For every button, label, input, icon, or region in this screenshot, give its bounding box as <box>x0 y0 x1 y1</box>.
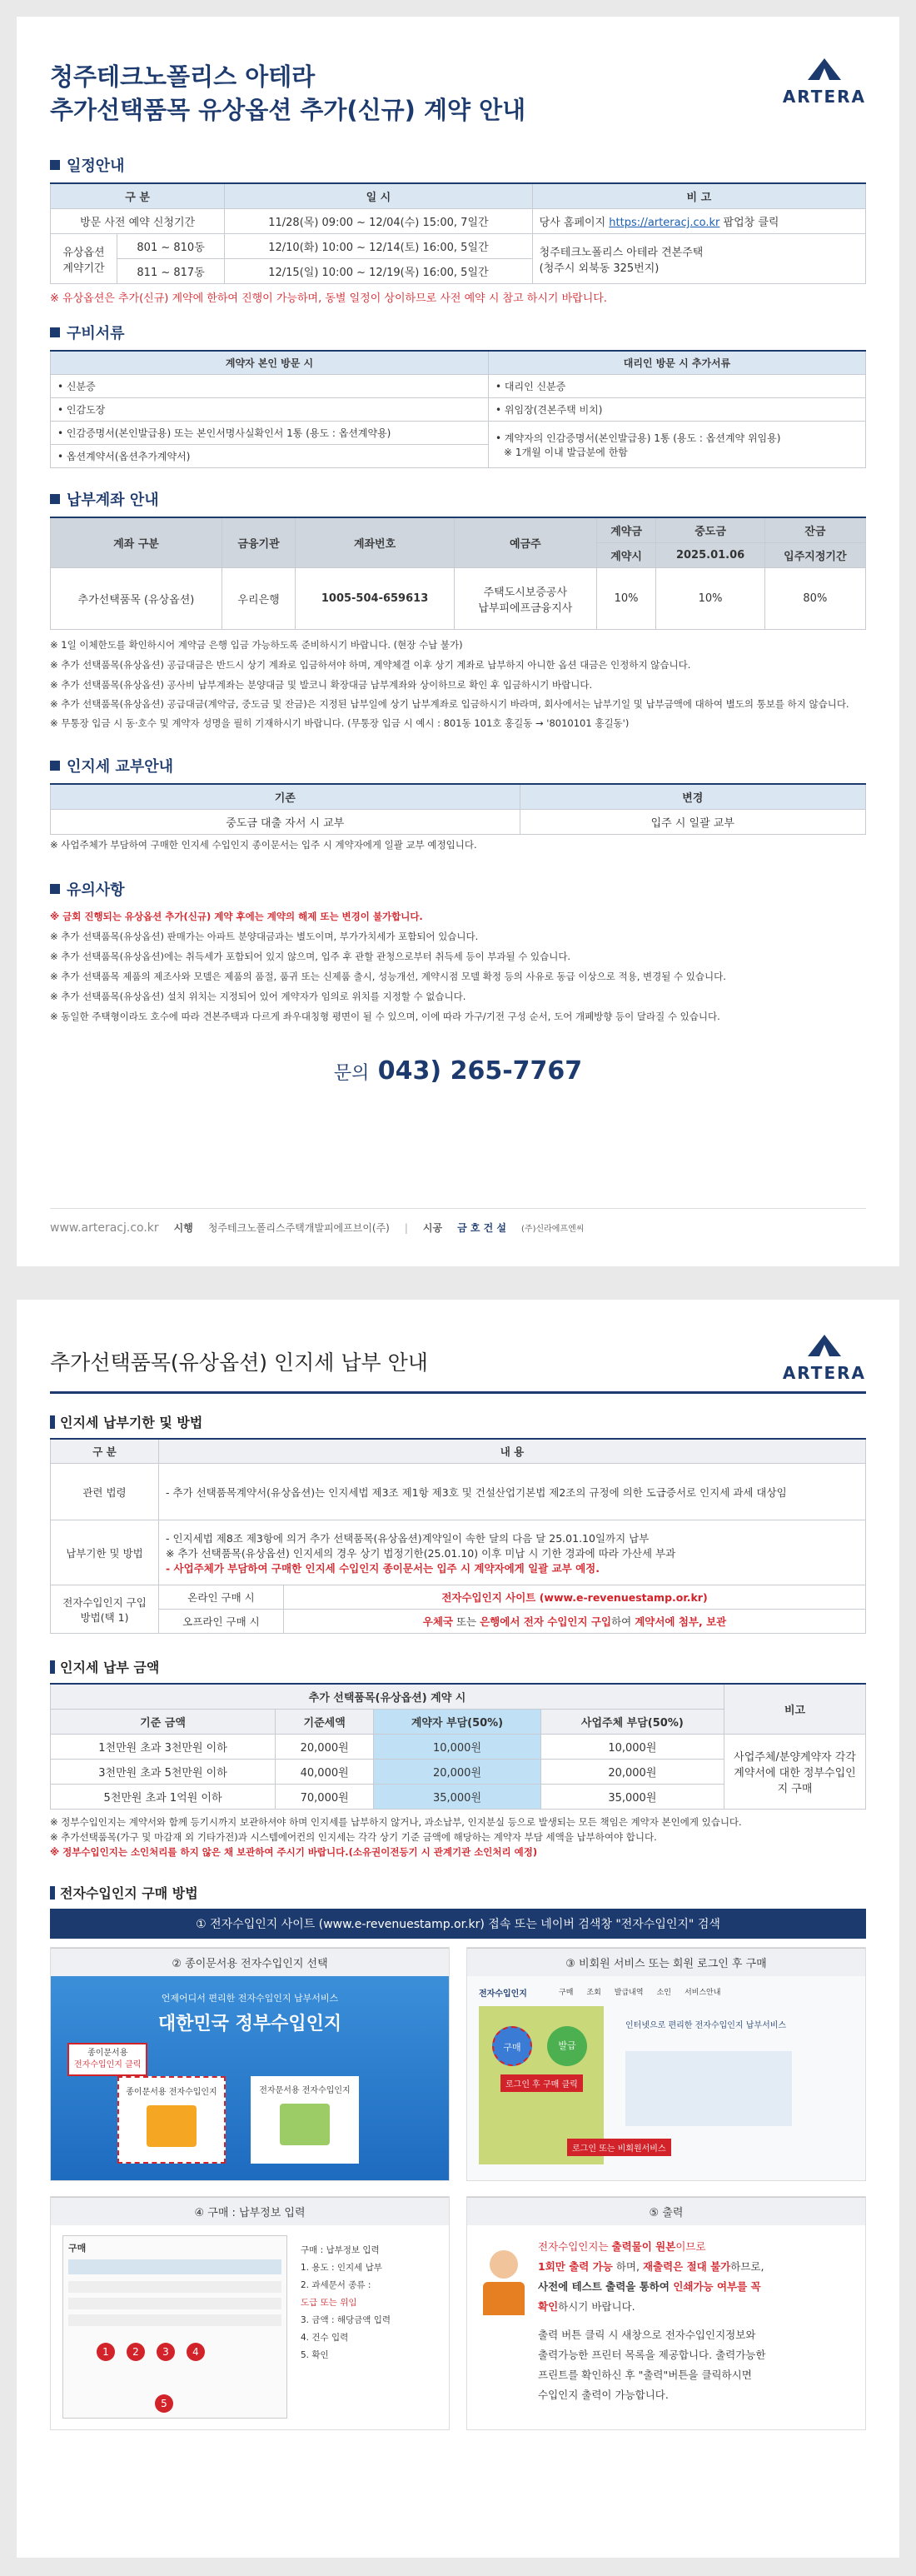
docs-table: 계약자 본인 방문 시 대리인 방문 시 추가서류 • 신분증 • 대리인 신분증 • 인감도장 • 위임장(견본주택 비치) • 인감증명서(본인발급용) 또는 본인서명사실확인서 1통 (용도 : 옵션계약용) • 계약자의 인감증명서(본인발급용) 1통 (용도 : 옵션계약 위임용) ※ 1개월 이내 발급분에 한함 • 옵션계약서(옵션추가계약서) <box>50 350 866 468</box>
guide-heading: 전자수입인지 구매 방법 <box>50 1883 866 1902</box>
guest-login-label: 로그인 또는 비회원서비스 <box>567 2139 671 2156</box>
notice-page-1: 청주테크노폴리스 아테라 추가선택품목 유상옵션 추가(신규) 계약 안내 ARTERA 일정안내 구 분 일 시 비 고 방문 사전 예약 신청기간 11/28(목) 09:00 ~ 12/04(수) 15:00, 7일간 당사 홈페이지 https://arteracj.co.kr 팝업창 클릭 유상옵션 계약기간 801 ~ 810동 12/10(화) 10:00 ~ 12/14(토) 16:00, 5일간 청주테크노폴리스 아테라 견본주택 (청주시 외북동 325번지) 811 ~ 817동 12/15(일) 10:00 ~ 12/19(목) 16:00, 5일간 ※ 유상옵션은 추가(신규) 계약에 한하여 진행이 가능하며, 동별 일정이 상이하므로 사전 예약 시 참고 하시기 바랍니다. 구비서류 계약자 본인 방문 시 대리인 방문 시 추가서류 • 신분증 • 대리인 신분증 • 인감도장 • 위임장(견본주택 비치) • 인감증명서(본인발급용) 또는 본인서명사실확인서 1통 (용도 : 옵션계약용) • 계약자의 인감증명서(본인발급용) 1통 (용도 : 옵션계약 위임용) ※ 1개월 이내 발급분에 한함 • 옵션계약서(옵션추가계약서) 납부계좌 안내 계좌 구분 금융기관 계좌번호 예금주 계약금 중도금 잔금 계약시 2025.01.06 입주지정기간 추가선택품목 (유상옵션) 우리은행 1005-504-659613 주택도시보증공사 납부피에프금융지사 10% 10% 80% ※ 1일 이체한도를 확인하시어 계약금 은행 입금 가능하도록 준비하시기 바랍니다. (현장 수납 불가) ※ 추가 선택품목(유상옵션) 공급대금은 반드시 상기 계좌로 입금하셔야 하며, 계약체결 이후 상기 계좌로 납부하지 아니한 옵션 대금은 인정하지 않습니다. ※ 추가 선택품목(유상옵션) 공사비 납부계좌는 분양대금 및 발코니 확장대금 납부계좌와 상이하므로 확인 후 입금하시기 바랍니다. ※ 추가 선택품목(유상옵션) 공급대금(계약금, 중도금 및 잔금)은 지정된 납부일에 상기 납부계좌로 입금하시기 바라며, 회사에서는 납부기일 및 납부금액에 대하여 별도의 통보를 하지 않습니다. ※ 무통장 입금 시 동·호수 및 계약자 성명을 필히 기재하시기 바랍니다. (무통장 입금 시 예시 : 801동 101호 홍길동 → '8010101 홍길동') 인지세 교부안내 기존 변경 중도금 대출 자서 시 교부 입주 시 일괄 교부 ※ 사업주체가 부담하여 구매한 인지세 수입인지 종이문서는 입주 시 계약자에게 일괄 교부 예정입니다. 유의사항 ※ 금회 진행되는 유상옵션 추가(신규) 계약 후에는 계약의 해제 또는 변경이 불가합니다. ※ 추가 선택품목(유상옵션) 판매가는 아파트 분양대금과는 별도이며, 부가가치세가 포함되어 있습니다. ※ 추가 선택품목(유상옵션)에는 취득세가 포함되어 있지 않으며, 입주 후 관할 관청으로부터 취득세 등이 부과될 수 있습니다. ※ 추가 선택품목 제품의 제조사와 모델은 제품의 품절, 품귀 또는 신제품 출시, 성능개선, 계약시점 모델 확정 등의 사유로 동급 이상으로 적용, 변경될 수 있습니다. ※ 추가 선택품목(유상옵션) 설치 위치는 지정되어 있어 계약자가 임의로 위치를 지정할 수 없습니다. ※ 동일한 주택형이라도 호수에 따라 견본주택과 다르게 좌우대칭형 평면이 될 수 있으며, 이에 따라 가구/기전 구성 순서, 도어 개폐방향 등이 달라질 수 있습니다. 문의 043) 265-7767 www.arteracj.co.kr 시행 청주테크노폴리스주택개발피에프브이(주) | 시공 금 호 건 설 (주)신라에프엔씨 <box>17 17 899 1266</box>
docs-heading: 구비서류 <box>50 322 866 343</box>
schedule-footnote: ※ 유상옵션은 추가(신규) 계약에 한하여 진행이 가능하며, 동별 일정이 상이하므로 사전 예약 시 참고 하시기 바랍니다. <box>50 292 607 305</box>
method-table: 구 분 내 용 관련 법령 - 추가 선택품목계약서(유상옵션)는 인지세법 제3조 제1항 제3호 및 건설산업기본법 제2조의 규정에 의한 도급증서로 인지세 과세 대상임 납부기한 및 방법 - 인지세법 제8조 제3항에 의거 추가 선택품목(유상옵션)계약일이 속한 달의 다음 달 25.01.10일까지 납부 ※ 추가 선택품목(유상옵션) 인지세의 경우 상기 법정기한(25.01.10) 이후 미납 시 기한 경과에 따라 가산세 부과 - 사업주체가 부담하여 구매한 인지세 수입인지 종이문서는 입주 시 계약자에게 일괄 교부 예정. 전자수입인지 구입 방법(택 1) 온라인 구매 시 전자수입인지 사이트 (www.e-revenuestamp.or.kr) 오프라인 구매 시 우체국 또는 은행에서 전자 수입인지 구입하여 계약서에 첨부, 보관 <box>50 1438 866 1634</box>
account-number: 1005-504-659613 <box>296 568 455 630</box>
schedule-heading: 일정안내 <box>50 154 866 176</box>
guide-step-5: ⑤ 출력 전자수입인지는 출력물이 원본이므로 1회만 출력 가능 하며, 재출력은 절대 불가하므로, 사전에 테스트 출력을 통하여 인쇄가능 여부를 꼭 확인하시기 바랍니다. 출력 버튼 클릭 시 새창으로 전자수입인지정보와 출력가능한 프린터 목록을 제공합니다. 출력가능한 프린트를 확인하신 후 "출력"버튼을 클릭하시면 수입인지 출력이 가능합니다. <box>466 2196 866 2430</box>
schedule-table: 구 분 일 시 비 고 방문 사전 예약 신청기간 11/28(목) 09:00 ~ 12/04(수) 15:00, 7일간 당사 홈페이지 https://arteracj.co.kr 팝업창 클릭 유상옵션 계약기간 801 ~ 810동 12/10(화) 10:00 ~ 12/14(토) 16:00, 5일간 청주테크노폴리스 아테라 견본주택 (청주시 외북동 325번지) 811 ~ 817동 12/15(일) 10:00 ~ 12/19(목) 16:00, 5일간 <box>50 182 866 284</box>
amount-notes: ※ 정부수입인지는 계약서와 함께 등기시까지 보관하셔야 하며 인지세를 납부하지 않거나, 과소납부, 인지분실 등으로 발생되는 모든 책임은 계약자 본인에게 있습니다. ※ 추가선택품목(가구 및 마감재 외 기타가전)과 시스템에어컨의 인지세는 각각 상기 기준 금액에 해당하는 계약자 부담 세액을 납부하여야 합니다. ※ 정부수입인지는 소인처리를 하지 않은 채 보관하여 주시기 바랍니다.(소유권이전등기 시 관계기관 소인처리 예정) <box>50 1816 742 1858</box>
payment-notes: ※ 1일 이체한도를 확인하시어 계약금 은행 입금 가능하도록 준비하시기 바랍니다. (현장 수납 불가) ※ 추가 선택품목(유상옵션) 공급대금은 반드시 상기 계좌로 입금하셔야 하며, 계약체결 이후 상기 계좌로 납부하지 아니한 옵션 대금은 인정하지 않습니다. ※ 추가 선택품목(유상옵션) 공사비 납부계좌는 분양대금 및 발코니 확장대금 납부계좌와 상이하므로 확인 후 입금하시기 바랍니다. ※ 추가 선택품목(유상옵션) 공급대금(계약금, 중도금 및 잔금)은 지정된 납부일에 상기 납부계좌로 입금하시기 바라며, 회사에서는 납부기일 및 납부금액에 대하여 별도의 통보를 하지 않습니다. ※ 무통장 입금 시 동·호수 및 계약자 성명을 필히 기재하시기 바랍니다. (무통장 입금 시 예시 : 801동 101호 홍길동 → '8010101 홍길동') <box>50 639 849 729</box>
artera-logo: ARTERA <box>783 58 866 107</box>
artera-logo-icon <box>808 58 841 80</box>
artera-logo-2: ARTERA <box>783 1335 866 1383</box>
payment-heading: 납부계좌 안내 <box>50 488 866 510</box>
method-heading: 인지세 납부기한 및 방법 <box>50 1412 866 1431</box>
guide-step-1: ① 전자수입인지 사이트 (www.e-revenuestamp.or.kr) 접속 또는 네이버 검색창 "전자수입인지" 검색 <box>50 1909 866 1939</box>
contact-info: 문의 043) 265-7767 <box>333 1056 583 1086</box>
artera-logo-icon <box>808 1335 841 1356</box>
footer: www.arteracj.co.kr 시행 청주테크노폴리스주택개발피에프브이(주) | 시공 금 호 건 설 (주)신라에프엔씨 <box>50 1208 866 1235</box>
guide-step-4: ④ 구매 : 납부정보 입력 구매 1 2 3 4 5 구매 : 납부정보 입력 1. 용도 : 인지세 납부 2. 과세문서 종류 : 도급 또는 위임 3. 금액 : 해당금액 입력 4. 건수 입력 5. 확인 <box>50 2196 450 2430</box>
notice-page-2 <box>17 1300 899 2558</box>
page2-title: 추가선택품목(유상옵션) 인지세 납부 안내 <box>50 1350 428 1375</box>
amount-table: 추가 선택품목(유상옵션) 계약 시 비고 기준 금액 기준세액 계약자 부담(50%) 사업주체 부담(50%) 1천만원 초과 3천만원 이하 20,000원 10,000원 10,000원 사업주체/분양계약자 각각 계약서에 대한 정부수입인지 구매 3천만원 초과 5천만원 이하 40,000원 20,000원 20,000원 5천만원 초과 1억원 이하 70,000원 35,000원 35,000원 <box>50 1683 866 1810</box>
amount-heading: 인지세 납부 금액 <box>50 1657 866 1676</box>
issue-button[interactable]: 발급 <box>547 2026 587 2066</box>
page-title: 청주테크노폴리스 아테라 추가선택품목 유상옵션 추가(신규) 계약 안내 <box>50 62 526 124</box>
buy-button[interactable]: 구매 <box>492 2026 532 2066</box>
e-doc-stamp-card[interactable]: 전자문서용 전자수입인지 <box>251 2076 359 2164</box>
payment-table: 계좌 구분 금융기관 계좌번호 예금주 계약금 중도금 잔금 계약시 2025.01.06 입주지정기간 추가선택품목 (유상옵션) 우리은행 1005-504-659613 주택도시보증공사 납부피에프금융지사 10% 10% 80% <box>50 517 866 630</box>
homepage-link[interactable]: https://arteracj.co.kr <box>609 217 720 229</box>
stamp-heading: 인지세 교부안내 <box>50 755 866 776</box>
caution-notes: ※ 금회 진행되는 유상옵션 추가(신규) 계약 후에는 계약의 해제 또는 변경이 불가합니다. ※ 추가 선택품목(유상옵션) 판매가는 아파트 분양대금과는 별도이며, 부가가치세가 포함되어 있습니다. ※ 추가 선택품목(유상옵션)에는 취득세가 포함되어 있지 않으며, 입주 후 관할 관청으로부터 취득세 등이 부과될 수 있습니다. ※ 추가 선택품목 제품의 제조사와 모델은 제품의 품절, 품귀 또는 신제품 출시, 성능개선, 계약시점 모델 확정 등의 사유로 동급 이상으로 적용, 변경될 수 있습니다. ※ 추가 선택품목(유상옵션) 설치 위치는 지정되어 있어 계약자가 임의로 위치를 지정할 수 없습니다. ※ 동일한 주택형이라도 호수에 따라 견본주택과 다르게 좌우대칭형 평면이 될 수 있으며, 이에 따라 가구/기전 구성 순서, 도어 개폐방향 등이 달라질 수 있습니다. <box>50 911 726 1022</box>
guide-step-3: ③ 비회원 서비스 또는 회원 로그인 후 구매 전자수입인지 구매 조회 발급내역 소인 서비스안내 구매 발급 로그인 후 구매 클릭 인터넷으로 편리한 전자수입인지 납부서비스 로그인 또는 비회원서비스 <box>466 1947 866 2181</box>
printer-person-icon <box>479 2250 529 2317</box>
caution-heading: 유의사항 <box>50 878 866 900</box>
stamp-table: 기존 변경 중도금 대출 자서 시 교부 입주 시 일괄 교부 <box>50 783 866 835</box>
guide-step-2: ② 종이문서용 전자수입인지 선택 언제어디서 편리한 전자수입인지 납부서비스 대한민국 정부수입인지 종이문서용 전자수입인지 클릭 종이문서용 전자수입인지 전자문서용 전자수입인지 <box>50 1947 450 2181</box>
paper-stamp-card[interactable]: 종이문서용 전자수입인지 <box>117 2076 226 2164</box>
